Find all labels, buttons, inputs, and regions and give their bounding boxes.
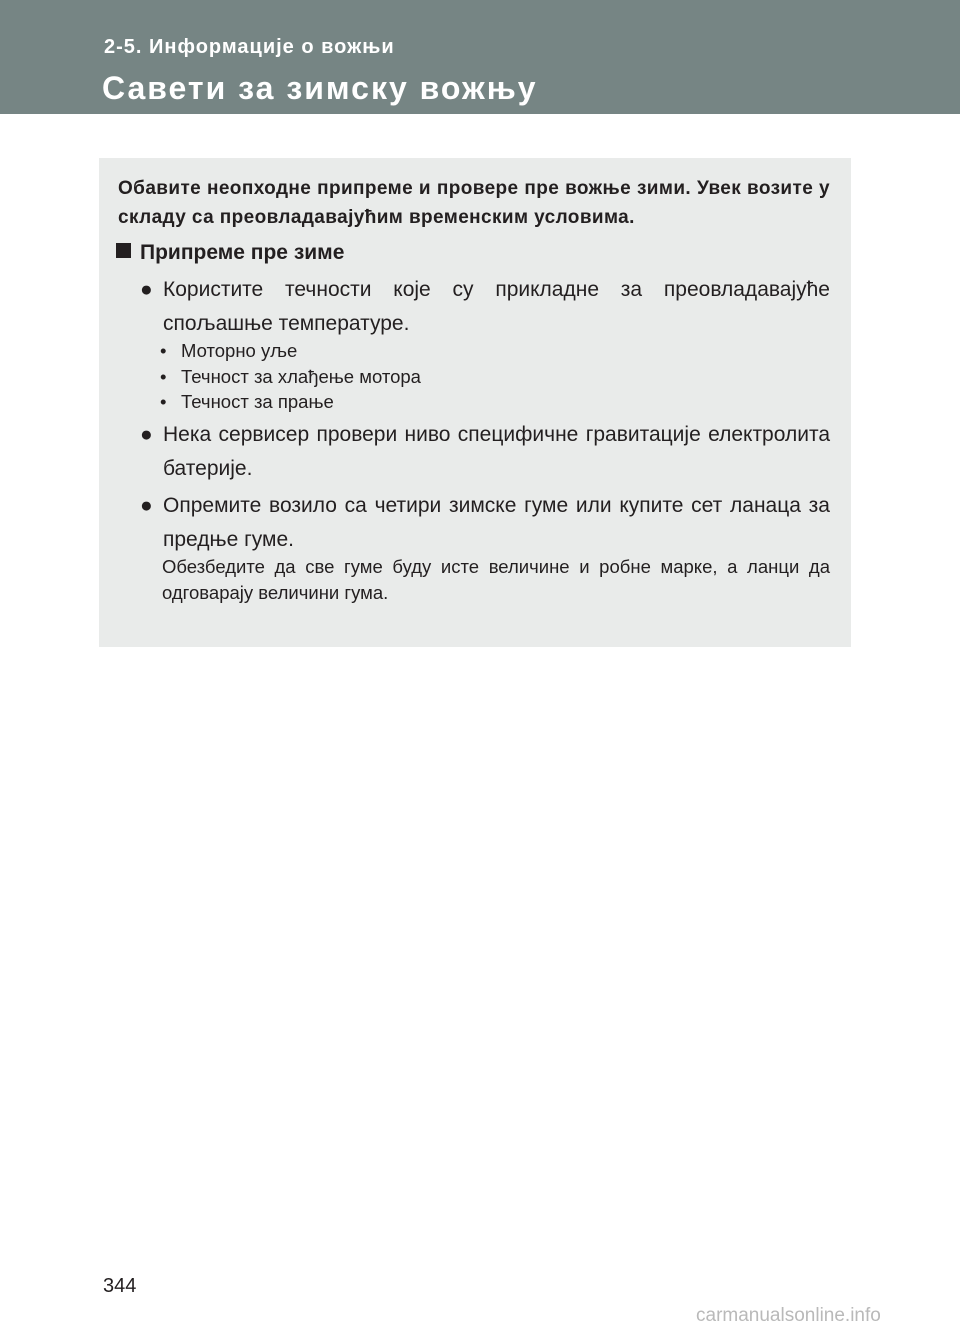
bullet-dot-icon: ● [140, 494, 153, 517]
list-item [160, 389, 421, 415]
page-title: Савети за зимску вожњу [102, 70, 538, 106]
bullet-text: Нека сервисер провери ниво специфичне гравитације електролита батерије. [163, 423, 830, 480]
bullet-text: Користите течности које су прикладне за преовладавајуће спољашње температуре. [163, 278, 830, 335]
list-marker: • [160, 391, 167, 412]
list-item-text: Течност за хлађење мотора [181, 365, 421, 387]
chapter-header [0, 0, 960, 114]
square-bullet-icon [116, 243, 131, 258]
bullet-dot-icon: ● [140, 423, 153, 446]
bullet-item-tires [140, 489, 830, 557]
fluid-list [160, 338, 421, 415]
tire-note: Обезбедите да све гуме буду исте величине и робне марке, а ланци да одговарају величини гума. [162, 556, 830, 603]
info-panel [99, 158, 851, 647]
bullet-text: Опремите возило са четири зимске гуме или купите сет ланаца за предње гуме. [163, 494, 830, 551]
bullet-item-fluids [140, 273, 830, 341]
list-marker: • [160, 340, 167, 361]
subheading [116, 241, 344, 265]
list-item [160, 338, 421, 364]
page-number: 344 [103, 1275, 137, 1297]
list-item-text: Течност за прање [181, 391, 334, 412]
list-item-text: Моторно уље [181, 340, 298, 361]
section-label: 2-5. Информације о вожњи [104, 36, 395, 58]
bullet-item-battery [140, 418, 830, 486]
bullet-dot-icon: ● [140, 278, 153, 301]
subheading-text: Припреме пре зиме [140, 241, 345, 264]
list-marker: • [160, 365, 167, 387]
intro-paragraph: Обавите неопходне припреме и провере пре вожње зими. Увек возите у складу са преовладавајућим временским условима. [118, 178, 830, 228]
watermark: carmanualsonline.info [696, 1305, 881, 1326]
list-item [160, 364, 421, 390]
